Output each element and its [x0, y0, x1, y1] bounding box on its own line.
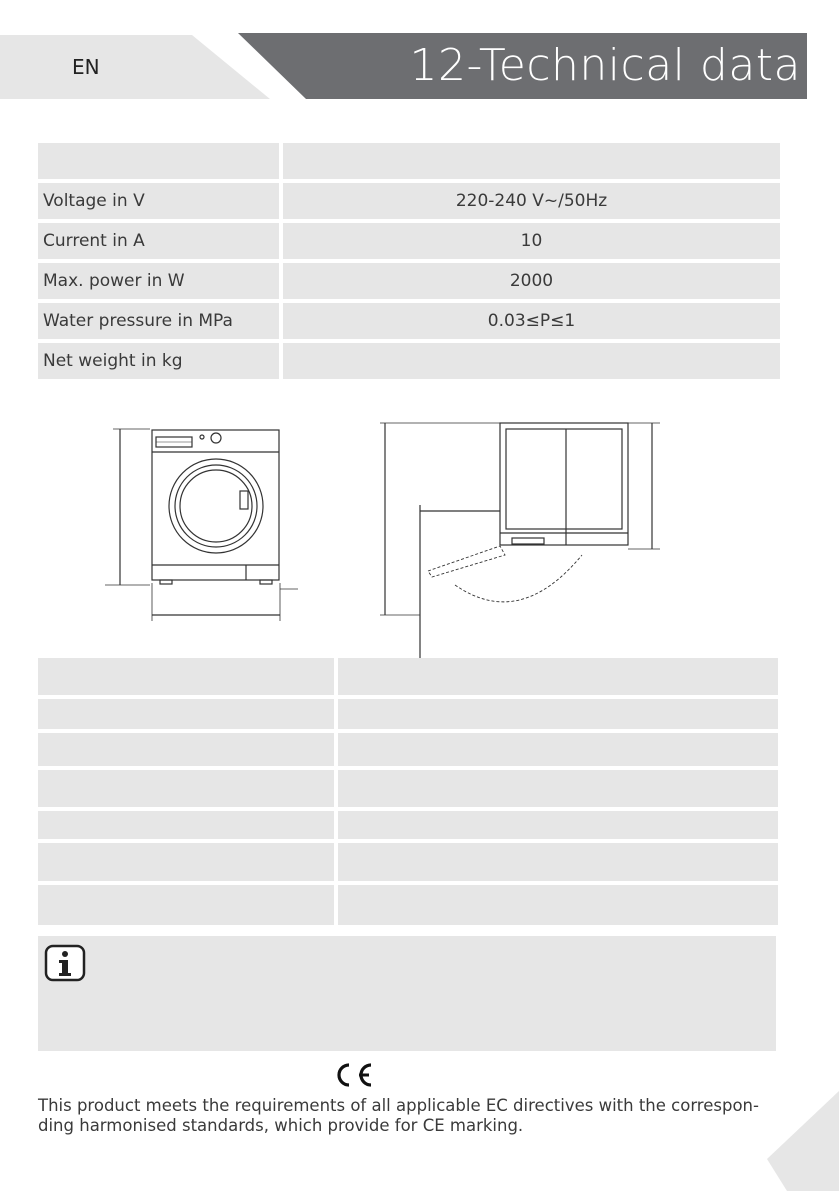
spec-row-water-pressure: [38, 303, 780, 339]
dim-row: [38, 885, 778, 925]
compliance-line-2: ding harmonised standards, which provide for CE marking.: [38, 1116, 524, 1135]
info-icon: [44, 944, 86, 982]
spec-value: [283, 343, 780, 379]
spec-value: 0.03≤P≤1: [283, 303, 780, 339]
spec-row-power: [38, 263, 780, 299]
spec-value: 2000: [283, 263, 780, 299]
dim-row: [38, 770, 778, 807]
spec-table-header: [38, 143, 780, 179]
dim-label: [38, 699, 334, 729]
dim-label: [38, 885, 334, 925]
dim-value: [338, 733, 778, 766]
spec-table: [38, 143, 780, 383]
dim-value: [338, 811, 778, 839]
dim-row: [38, 843, 778, 881]
spec-label: Water pressure in MPa: [38, 303, 279, 339]
dim-value: [338, 843, 778, 881]
dim-value: [338, 699, 778, 729]
dim-row: [38, 811, 778, 839]
dim-value: [338, 885, 778, 925]
corner-tab: [767, 1091, 839, 1191]
dim-label: [38, 658, 334, 695]
dimension-diagram: [0, 405, 839, 660]
spec-label: Voltage in V: [38, 183, 279, 219]
spec-value: 220-240 V~/50Hz: [283, 183, 780, 219]
compliance-line-1: This product meets the requirements of all applicable EC directives with the correspon-: [38, 1096, 759, 1115]
spec-value: 10: [283, 223, 780, 259]
spec-row-voltage: [38, 183, 780, 219]
top-view-drawing: [380, 423, 660, 660]
language-label: EN: [72, 55, 100, 79]
info-box: [38, 936, 776, 1051]
spec-row-net-weight: [38, 343, 780, 379]
dim-row: [38, 699, 778, 729]
dim-value: [338, 658, 778, 695]
dim-label: [38, 811, 334, 839]
compliance-text: [38, 1096, 798, 1136]
spec-row-current: [38, 223, 780, 259]
dim-value: [338, 770, 778, 807]
page-title: 12-Technical data: [409, 40, 801, 91]
dim-label: [38, 733, 334, 766]
spec-label: Max. power in W: [38, 263, 279, 299]
spec-header-label: [38, 143, 279, 179]
dim-label: [38, 843, 334, 881]
spec-header-value: [283, 143, 780, 179]
spec-label: Current in A: [38, 223, 279, 259]
dim-row: [38, 658, 778, 695]
dimension-table: [38, 658, 778, 929]
dim-label: [38, 770, 334, 807]
dim-row: [38, 733, 778, 766]
front-view-drawing: [105, 429, 298, 621]
spec-label: Net weight in kg: [38, 343, 279, 379]
ce-mark-logo: [331, 1060, 375, 1090]
